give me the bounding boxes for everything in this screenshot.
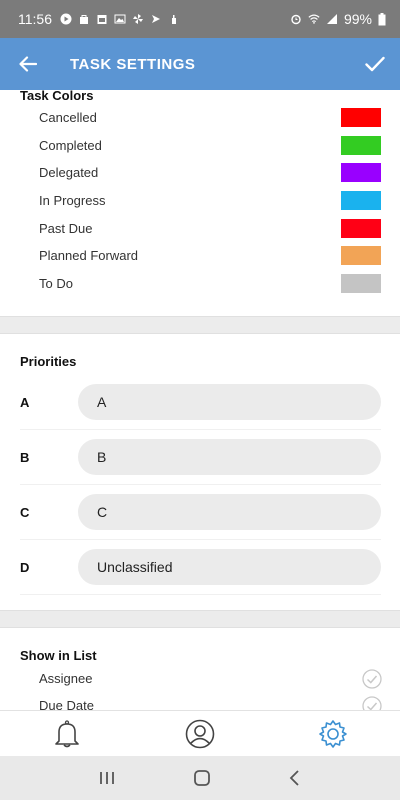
section-divider [0, 610, 400, 628]
settings-scroll-area[interactable] [0, 90, 400, 710]
color-label: In Progress [39, 193, 106, 209]
page-title: TASK SETTINGS [70, 55, 196, 73]
alarm-icon [290, 13, 302, 25]
priority-name-field[interactable]: Unclassified [78, 549, 381, 585]
color-row-to-do[interactable] [0, 270, 400, 298]
color-swatch[interactable] [341, 219, 381, 238]
play-icon [60, 13, 72, 25]
priorities-title: Priorities [20, 354, 77, 369]
color-row-delegated[interactable] [0, 159, 400, 187]
priority-name-field[interactable]: C [78, 494, 381, 530]
priorities-section [0, 334, 400, 610]
color-swatch[interactable] [341, 136, 381, 155]
color-label: Cancelled [39, 110, 97, 126]
priority-letter: C [20, 504, 30, 520]
color-label: Past Due [39, 220, 93, 236]
nav-notifications[interactable] [0, 711, 133, 756]
arrow-left-icon [19, 56, 37, 72]
show-label: Assignee [39, 671, 93, 686]
color-swatch[interactable] [341, 246, 381, 265]
color-row-past-due[interactable] [0, 214, 400, 242]
priority-row-b [20, 430, 381, 485]
color-swatch[interactable] [341, 191, 381, 210]
show-row-assignee[interactable] [0, 665, 400, 692]
section-divider [0, 316, 400, 334]
task-colors-title: Task Colors [20, 90, 94, 103]
arrow-icon [150, 13, 162, 25]
color-row-planned-forward[interactable] [0, 242, 400, 270]
calendar-icon [96, 13, 108, 25]
bottom-nav [0, 710, 400, 756]
nav-profile[interactable] [133, 711, 266, 756]
save-button[interactable] [350, 38, 400, 90]
system-nav-bar [0, 756, 400, 800]
priority-name-field[interactable]: B [78, 439, 381, 475]
bag-icon [78, 13, 90, 25]
signal-icon [326, 13, 338, 25]
color-label: Planned Forward [39, 248, 138, 264]
check-icon [365, 56, 385, 72]
gear-icon [318, 719, 348, 749]
notification-icons [60, 13, 180, 25]
battery-percent: 99% [343, 11, 372, 27]
status-time: 11:56 [18, 11, 52, 27]
wifi-icon [308, 13, 320, 25]
hand-icon [168, 13, 180, 25]
priority-letter: B [20, 449, 30, 465]
recents-icon[interactable] [98, 770, 116, 786]
color-label: Delegated [39, 165, 99, 181]
show-in-list-title: Show in List [20, 648, 97, 663]
task-colors-section [0, 90, 400, 316]
priority-name-field[interactable]: A [78, 384, 381, 420]
color-swatch[interactable] [341, 108, 381, 127]
image-icon [114, 13, 126, 25]
user-icon [185, 719, 215, 749]
color-label: To Do [39, 275, 73, 291]
show-row-due-date[interactable] [0, 692, 400, 710]
check-circle-icon[interactable] [362, 669, 382, 689]
color-swatch[interactable] [341, 163, 381, 182]
color-row-in-progress[interactable] [0, 187, 400, 215]
back-nav-icon[interactable] [288, 769, 302, 787]
color-row-cancelled[interactable] [0, 104, 400, 132]
fan-icon [132, 13, 144, 25]
priority-letter: D [20, 559, 30, 575]
nav-settings[interactable] [267, 711, 400, 756]
priority-row-a [20, 375, 381, 430]
color-label: Completed [39, 137, 102, 153]
bell-icon [53, 719, 81, 749]
app-bar [0, 38, 400, 90]
priority-letter: A [20, 394, 30, 410]
battery-icon [378, 13, 386, 26]
show-label: Due Date [39, 698, 94, 710]
check-circle-icon[interactable] [362, 696, 382, 711]
color-swatch[interactable] [341, 274, 381, 293]
color-row-completed[interactable] [0, 132, 400, 160]
status-bar [0, 0, 400, 38]
priority-row-d [20, 540, 381, 595]
show-in-list-section [0, 628, 400, 710]
back-button[interactable] [2, 38, 54, 90]
system-status-icons [290, 11, 386, 27]
priority-row-c [20, 485, 381, 540]
home-icon[interactable] [193, 769, 211, 787]
